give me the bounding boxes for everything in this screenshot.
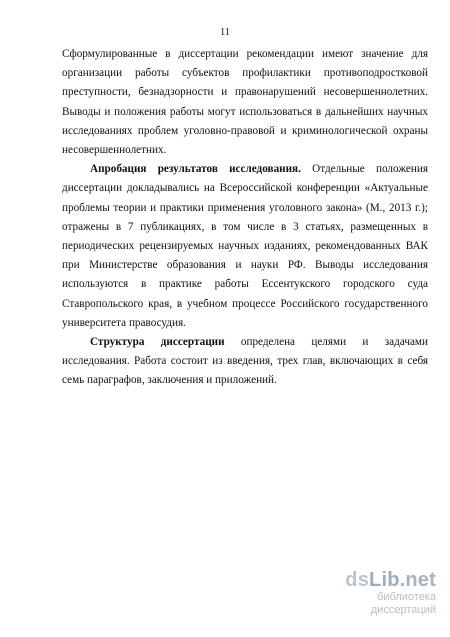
watermark-logo <box>326 569 436 591</box>
paragraph-lead: Апробация результатов исследования. <box>90 163 301 176</box>
paragraph-text: определена целями и задачами исследования. Работа состоит из введения, трех глав, включающих в себя семь параграфов, заключения и приложений. <box>62 336 428 387</box>
page-number: 11 <box>220 27 230 38</box>
paragraph-structure <box>62 333 428 391</box>
paragraph-text: Отдельные положения диссертации докладывались на Всероссийской конференции «Актуальные проблемы теории и практики применения уголовного закона» (М., 2013 г.); отражены в 7 публикациях, в том числе в 3 статьях, размещенных в периодических рецензируемых научных изданиях, рекомендованных ВАК при Министерстве образования и науки РФ. Выводы исследования используются в практике работы Ессентукского городского суда Ставропольского края, в учебном процессе Российского государственного университета правосудия. <box>62 163 428 329</box>
paragraph-lead: Структура диссертации <box>90 336 225 349</box>
watermark <box>326 569 436 617</box>
watermark-logo-ds: ds <box>345 569 370 591</box>
paragraph-text: Сформулированные в диссертации рекомендации имеют значение для организации работы субъектов профилактики противоподростковой преступности, безнадзорности и правонарушений несовершеннолетних. Выводы и положения работы могут использоваться в дальнейших научных исследованиях проблем уголовно-правовой и криминологической охраны несовершеннолетних. <box>62 48 428 157</box>
watermark-logo-net: net <box>405 569 436 591</box>
paragraph-significance <box>62 45 428 160</box>
watermark-tagline: библиотека диссертаций <box>370 591 436 616</box>
paragraph-approbation <box>62 160 428 333</box>
watermark-logo-dot: . <box>399 569 406 591</box>
body-text <box>62 45 428 391</box>
watermark-logo-lib: Lib <box>369 569 400 591</box>
